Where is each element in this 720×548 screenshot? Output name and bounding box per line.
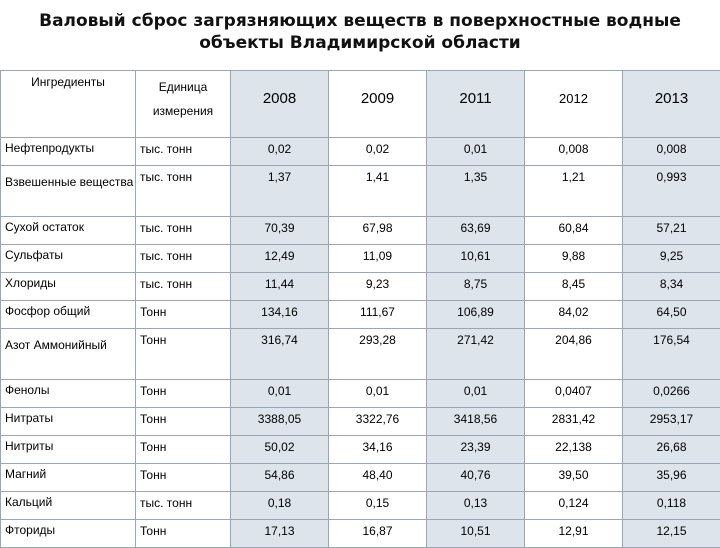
value-cell: 9,23	[329, 273, 427, 301]
value-cell: 39,50	[525, 464, 623, 492]
value-cell: 3418,56	[427, 408, 525, 436]
table-row	[1, 217, 720, 245]
value-cell: 10,51	[427, 520, 525, 548]
table-row	[1, 245, 720, 273]
value-cell: 0,008	[623, 138, 720, 166]
table-header-row	[1, 71, 720, 138]
unit-cell: тыс. тонн	[136, 273, 231, 301]
ingredient-cell: Кальций	[1, 492, 136, 520]
value-cell: 2831,42	[525, 408, 623, 436]
ingredient-cell: Нитраты	[1, 408, 136, 436]
value-cell: 271,42	[427, 329, 525, 380]
value-cell: 35,96	[623, 464, 720, 492]
value-cell: 12,49	[231, 245, 329, 273]
table-row	[1, 138, 720, 166]
value-cell: 10,61	[427, 245, 525, 273]
value-cell: 0,01	[231, 380, 329, 408]
value-cell: 134,16	[231, 301, 329, 329]
value-cell: 54,86	[231, 464, 329, 492]
value-cell: 67,98	[329, 217, 427, 245]
ingredient-cell: Взвешенные вещества	[1, 166, 136, 217]
value-cell: 70,39	[231, 217, 329, 245]
value-cell: 316,74	[231, 329, 329, 380]
unit-cell: тыс. тонн	[136, 138, 231, 166]
value-cell: 64,50	[623, 301, 720, 329]
value-cell: 1,21	[525, 166, 623, 217]
value-cell: 26,68	[623, 436, 720, 464]
table-row	[1, 436, 720, 464]
value-cell: 50,02	[231, 436, 329, 464]
value-cell: 0,118	[623, 492, 720, 520]
value-cell: 0,01	[427, 138, 525, 166]
ingredient-cell: Фосфор общий	[1, 301, 136, 329]
table-row	[1, 166, 720, 217]
value-cell: 0,13	[427, 492, 525, 520]
table-row	[1, 408, 720, 436]
unit-cell: тыс. тонн	[136, 492, 231, 520]
value-cell: 0,124	[525, 492, 623, 520]
unit-cell: Тонн	[136, 464, 231, 492]
value-cell: 1,37	[231, 166, 329, 217]
value-cell: 0,0407	[525, 380, 623, 408]
column-header-year: 2013	[623, 71, 720, 138]
table-row	[1, 520, 720, 548]
column-header-ingredient: Ингредиенты	[1, 71, 136, 138]
value-cell: 0,18	[231, 492, 329, 520]
value-cell: 106,89	[427, 301, 525, 329]
value-cell: 9,25	[623, 245, 720, 273]
value-cell: 204,86	[525, 329, 623, 380]
value-cell: 1,35	[427, 166, 525, 217]
table-row	[1, 380, 720, 408]
value-cell: 22,138	[525, 436, 623, 464]
value-cell: 3388,05	[231, 408, 329, 436]
value-cell: 12,91	[525, 520, 623, 548]
ingredient-cell: Фториды	[1, 520, 136, 548]
ingredient-cell: Азот Аммонийный	[1, 329, 136, 380]
unit-cell: тыс. тонн	[136, 245, 231, 273]
value-cell: 293,28	[329, 329, 427, 380]
value-cell: 0,01	[427, 380, 525, 408]
value-cell: 2953,17	[623, 408, 720, 436]
value-cell: 60,84	[525, 217, 623, 245]
value-cell: 8,34	[623, 273, 720, 301]
unit-cell: Тонн	[136, 329, 231, 380]
unit-cell: Тонн	[136, 436, 231, 464]
page-title: Валовый сброс загрязняющих веществ в поверхностные водные объекты Владимирской области	[0, 10, 720, 54]
unit-cell: Тонн	[136, 408, 231, 436]
unit-cell: Тонн	[136, 380, 231, 408]
unit-cell: тыс. тонн	[136, 166, 231, 217]
value-cell: 0,02	[231, 138, 329, 166]
ingredient-cell: Хлориды	[1, 273, 136, 301]
value-cell: 0,993	[623, 166, 720, 217]
table-body	[1, 71, 720, 548]
value-cell: 0,02	[329, 138, 427, 166]
value-cell: 0,0266	[623, 380, 720, 408]
unit-cell: тыс. тонн	[136, 217, 231, 245]
ingredient-cell: Нефтепродукты	[1, 138, 136, 166]
value-cell: 16,87	[329, 520, 427, 548]
value-cell: 40,76	[427, 464, 525, 492]
column-header-year: 2011	[427, 71, 525, 138]
ingredient-cell: Фенолы	[1, 380, 136, 408]
ingredient-cell: Сульфаты	[1, 245, 136, 273]
table-row	[1, 301, 720, 329]
value-cell: 63,69	[427, 217, 525, 245]
value-cell: 0,008	[525, 138, 623, 166]
column-header-year: 2008	[231, 71, 329, 138]
value-cell: 17,13	[231, 520, 329, 548]
table-row	[1, 492, 720, 520]
value-cell: 0,01	[329, 380, 427, 408]
table-row	[1, 464, 720, 492]
column-header-unit: Единица измерения	[136, 71, 231, 138]
value-cell: 1,41	[329, 166, 427, 217]
unit-cell: Тонн	[136, 520, 231, 548]
value-cell: 0,15	[329, 492, 427, 520]
value-cell: 34,16	[329, 436, 427, 464]
value-cell: 8,75	[427, 273, 525, 301]
ingredient-cell: Магний	[1, 464, 136, 492]
value-cell: 48,40	[329, 464, 427, 492]
unit-cell: Тонн	[136, 301, 231, 329]
value-cell: 12,15	[623, 520, 720, 548]
value-cell: 9,88	[525, 245, 623, 273]
value-cell: 84,02	[525, 301, 623, 329]
emissions-table	[0, 70, 720, 548]
value-cell: 57,21	[623, 217, 720, 245]
value-cell: 11,09	[329, 245, 427, 273]
table-row	[1, 273, 720, 301]
column-header-year: 2012	[525, 71, 623, 138]
value-cell: 11,44	[231, 273, 329, 301]
table-row	[1, 329, 720, 380]
value-cell: 111,67	[329, 301, 427, 329]
value-cell: 176,54	[623, 329, 720, 380]
value-cell: 8,45	[525, 273, 623, 301]
value-cell: 23,39	[427, 436, 525, 464]
ingredient-cell: Нитриты	[1, 436, 136, 464]
column-header-year: 2009	[329, 71, 427, 138]
ingredient-cell: Сухой остаток	[1, 217, 136, 245]
value-cell: 3322,76	[329, 408, 427, 436]
